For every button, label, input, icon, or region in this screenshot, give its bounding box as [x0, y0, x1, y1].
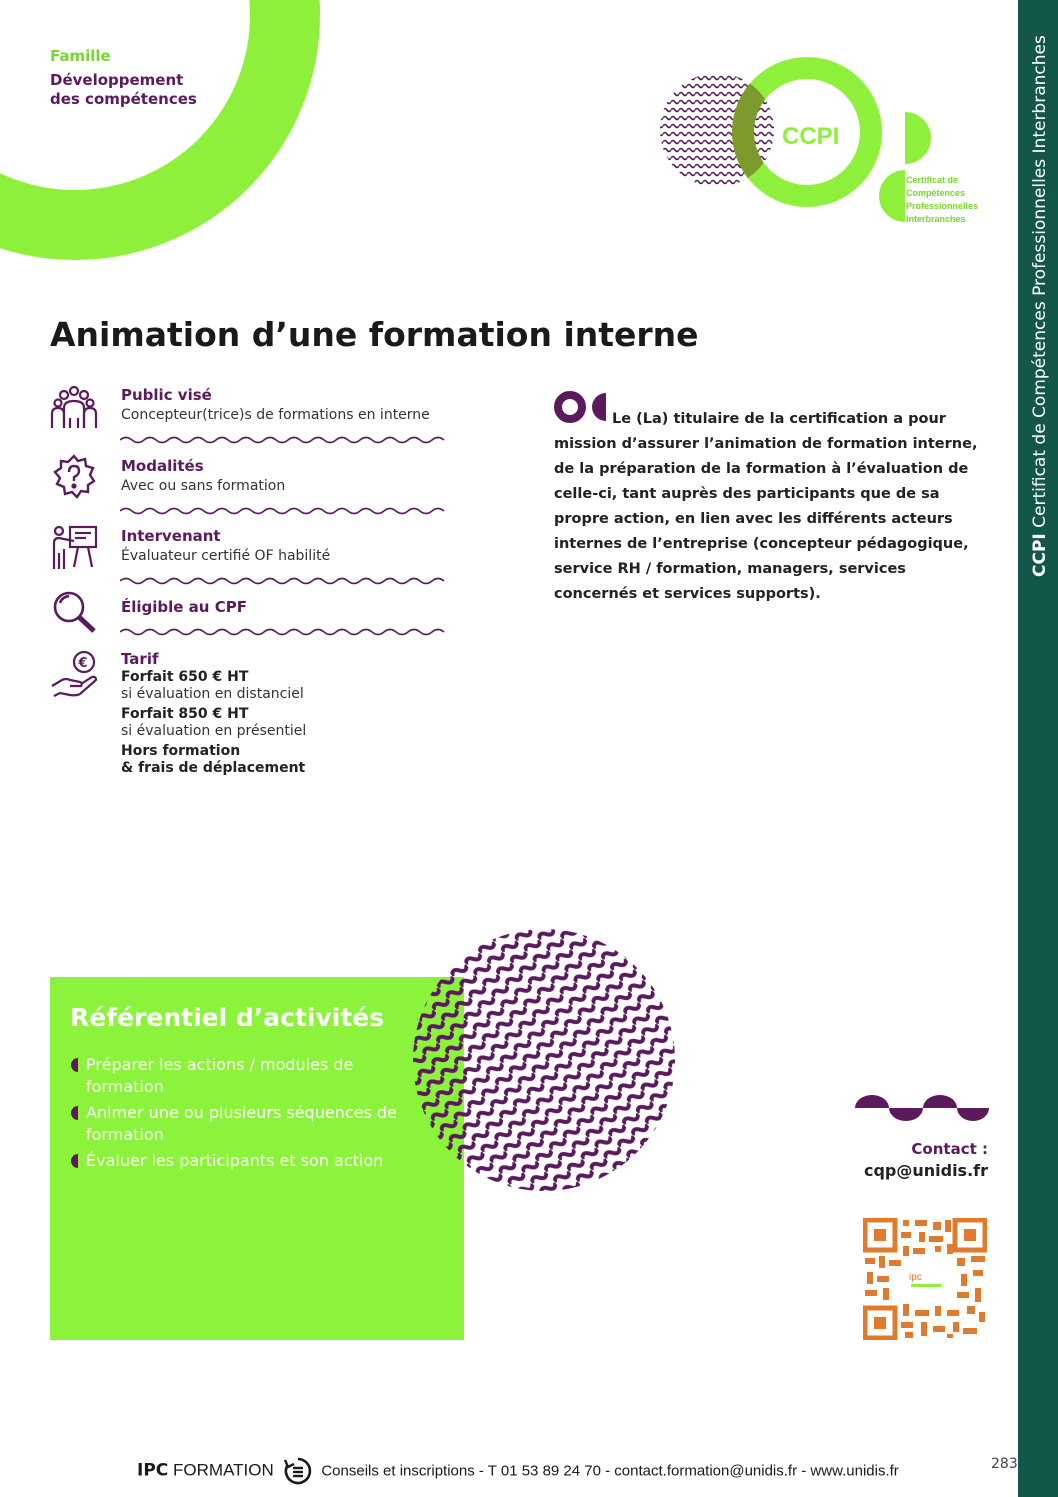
sidebar-full-name: Certificat de Compétences Professionnelles Interbranches — [1030, 35, 1050, 528]
public-vise-value: Concepteur(trice)s de formations en interne — [121, 407, 430, 423]
modalites-label: Modalités — [121, 457, 204, 475]
cpf-label: Éligible au CPF — [121, 598, 247, 616]
decorative-ring — [0, 0, 320, 260]
referentiel-item: Animer une ou plusieurs séquences de formation — [86, 1103, 397, 1144]
ccpi-logo-line-3: Professionnelles — [906, 201, 979, 211]
footer-brand-formation: FORMATION — [173, 1460, 274, 1480]
sidebar-acronym: CCPI — [1030, 533, 1050, 577]
tarif-line: si évaluation en présentiel — [121, 723, 307, 739]
referentiel-title: Référentiel d’activités — [70, 1003, 385, 1032]
page-title: Animation d’une formation interne — [50, 315, 699, 354]
contact-wave-ornament — [855, 1094, 989, 1122]
svg-text:€: € — [78, 656, 88, 671]
euro-hand-icon — [50, 650, 98, 698]
referentiel-item: Évaluer les participants et son action — [86, 1151, 384, 1170]
refresh-list-icon — [283, 1456, 313, 1486]
contact-label: Contact : — [911, 1140, 988, 1158]
half-circle-bullet-icon — [70, 1058, 78, 1072]
page-number: 283 — [991, 1456, 1018, 1472]
question-gear-icon — [50, 452, 98, 500]
half-circle-bullet-icon — [70, 1106, 78, 1120]
presenter-icon — [50, 523, 98, 571]
tarif-line: & frais de déplacement — [121, 760, 306, 776]
footer-contact-line: Conseils et inscriptions - T 01 53 89 24 70 - contact.formation@unidis.fr - www.unidis.fr — [321, 1462, 899, 1480]
tarif-line: Forfait 650 € HT — [121, 669, 249, 685]
ccpi-logo-acronym: CCPI — [782, 123, 840, 150]
mission-text: Le (La) titulaire de la certification a pour mission d’assurer l’animation de formation interne, de la préparation de la formation à l’évaluation de celle-ci, tant auprès des participants que de sa propre action, en lien avec les différents acteurs internes de l’entreprise (concepteur pédagogique, service RH / formation, managers, services concernés et services supports). — [554, 411, 978, 602]
wave-pattern-circle — [412, 928, 676, 1192]
famille-value: Développement des compétences — [50, 71, 197, 108]
sidebar-band — [1018, 0, 1058, 1497]
magnifier-icon — [50, 588, 98, 636]
footer — [137, 1456, 899, 1486]
divider-wave — [120, 506, 445, 516]
mission-paragraph — [554, 407, 984, 607]
modalites-value: Avec ou sans formation — [121, 478, 286, 494]
qr-code[interactable] — [863, 1218, 987, 1340]
referentiel-item: Préparer les actions / modules de formation — [86, 1055, 354, 1096]
intervenant-label: Intervenant — [121, 527, 221, 545]
divider-wave — [120, 627, 445, 637]
half-circle-bullet-icon — [70, 1154, 78, 1168]
sidebar-text — [1030, 35, 1050, 577]
tarif-label: Tarif — [121, 650, 159, 668]
tarif-line: Forfait 850 € HT — [121, 706, 249, 722]
footer-brand-ipc: IPC — [137, 1460, 169, 1481]
intervenant-value: Évaluateur certifié OF habilité — [121, 548, 331, 564]
svg-text:ipc: ipc — [909, 1272, 922, 1283]
divider-wave — [120, 576, 445, 586]
contact-email[interactable]: cqp@unidis.fr — [863, 1161, 988, 1180]
ccpi-logo-line-4: Interbranches — [906, 214, 966, 224]
ccpi-logo-line-1: Certificat de — [906, 175, 959, 185]
famille-label: Famille — [50, 47, 111, 65]
divider-wave — [120, 435, 445, 445]
group-icon — [50, 384, 98, 432]
tarif-line: Hors formation — [121, 743, 241, 759]
tarif-line: si évaluation en distanciel — [121, 686, 304, 702]
ccpi-logo-line-2: Compétences — [906, 188, 966, 198]
ccpi-logo — [655, 50, 995, 240]
public-vise-label: Public visé — [121, 386, 212, 404]
